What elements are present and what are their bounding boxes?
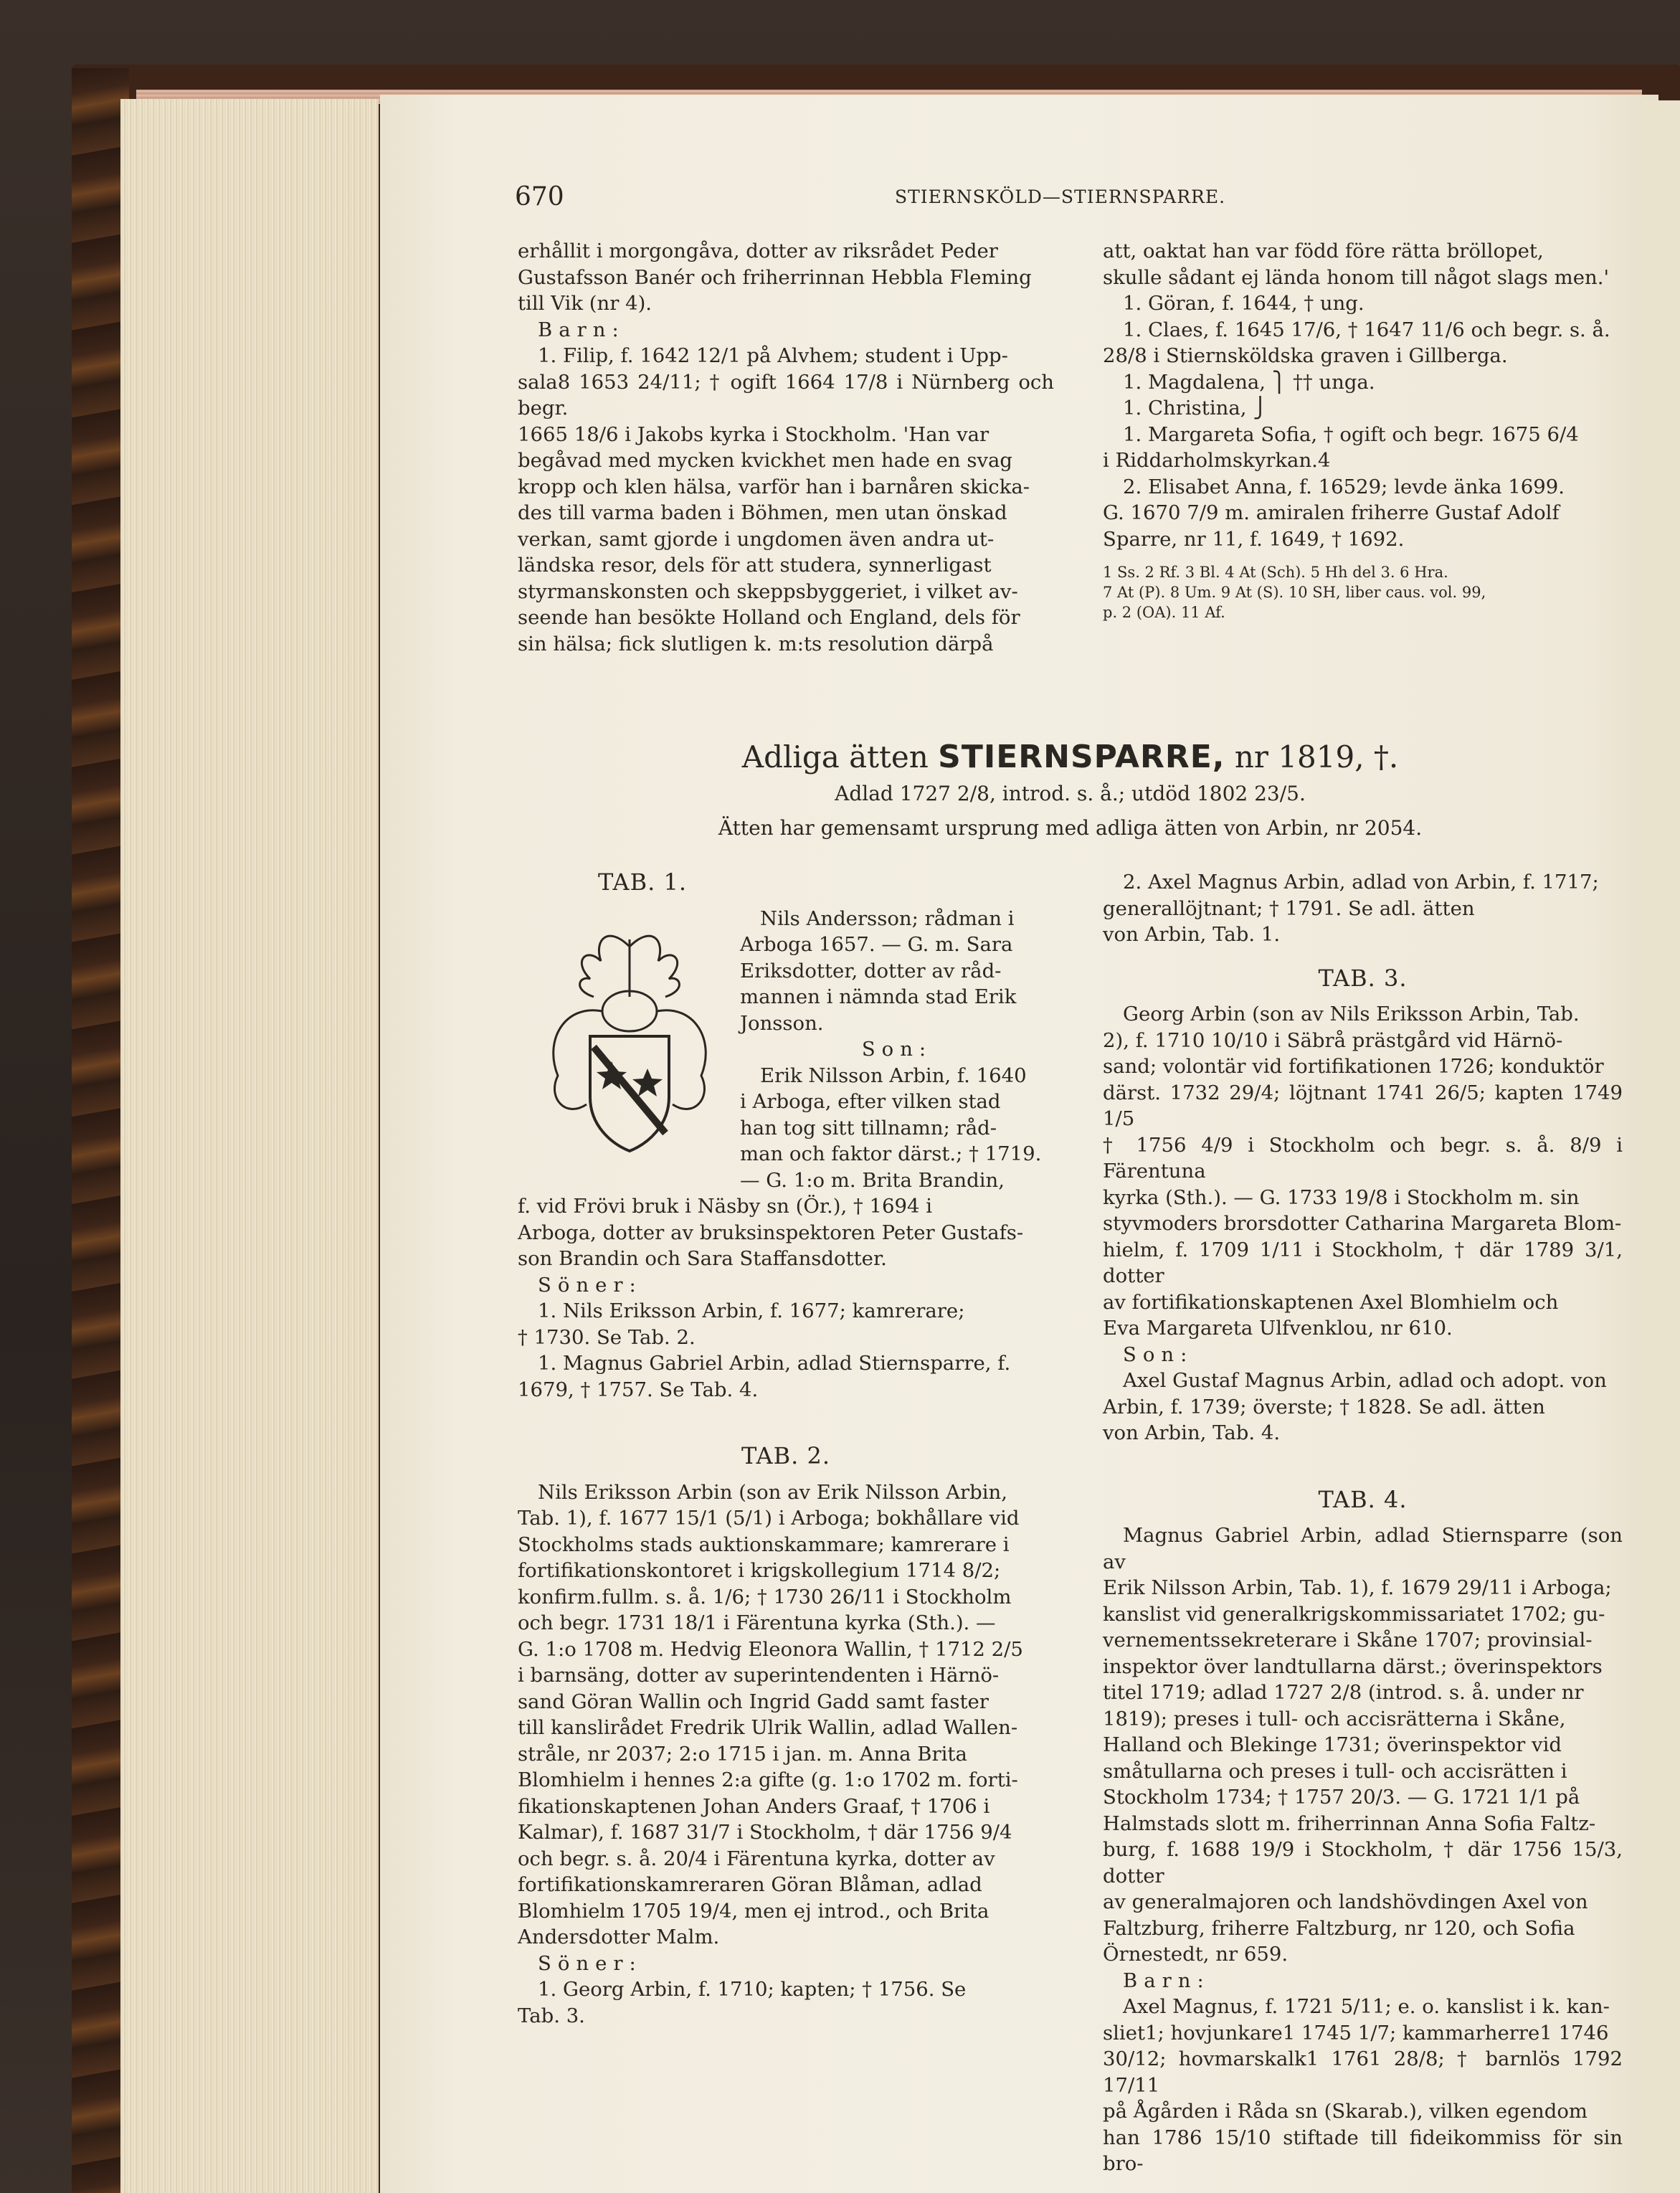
text-line: 1665 18/6 i Jakobs kyrka i Stockholm. 'Han var — [518, 422, 990, 446]
family-subtitle: Adlad 1727 2/8, introd. s. å.; utdöd 1802 23/5. — [835, 782, 1306, 805]
text-line: inspektor över landtullarna därst.; överinspektors — [1103, 1654, 1603, 1678]
text-line: Magnus Gabriel Arbin, adlad Stiernsparre (son av — [1103, 1524, 1623, 1573]
text-line: des till varma baden i Böhmen, men utan önskad — [518, 501, 1007, 524]
text-line: Sparre, nr 11, f. 1649, † 1692. — [1103, 527, 1405, 551]
text-line: Tab. 1), f. 1677 15/1 (5/1) i Arboga; bokhållare vid — [518, 1507, 1020, 1530]
text-line: hielm, f. 1709 1/11 i Stockholm, † där 1789 3/1, dotter — [1103, 1238, 1623, 1287]
text-line: Eriksdotter, dotter av råd- — [740, 959, 1002, 982]
text-line: verkan, samt gjorde i ungdomen även andra ut- — [518, 527, 995, 551]
family-title-prefix: Adliga ätten — [741, 739, 929, 775]
text-line: på Ågården i Råda sn (Skarab.), vilken egendom — [1103, 2100, 1588, 2123]
text-line: han tog sitt tillnamn; råd- — [740, 1116, 997, 1140]
page-stack-edges — [120, 99, 379, 2193]
text-line: Blomhielm i hennes 2:a gifte (g. 1:o 1702 m. forti- — [518, 1768, 1018, 1791]
family-heading — [518, 739, 1623, 861]
text-line: sand; volontär vid fortifikationen 1726; konduktör — [1103, 1055, 1604, 1078]
text-line: 1. Nils Eriksson Arbin, f. 1677; kamrerare; — [538, 1299, 965, 1322]
text-line: fortifikationskontoret i krigskollegium 1714 8/2; — [518, 1559, 1001, 1582]
facing-page-edge — [1642, 100, 1680, 2193]
page-header — [515, 182, 1261, 211]
text-line: Eva Margareta Ulfvenklou, nr 610. — [1103, 1317, 1453, 1340]
text-line: — G. 1:o m. Brita Brandin, — [740, 1168, 1005, 1192]
text-line: sliet1; hovjunkare1 1745 1/7; kammarherre1 1746 — [1103, 2021, 1609, 2045]
text-line: 2. Elisabet Anna, f. 16529; levde änka 1699. — [1123, 475, 1565, 498]
text-line: Örnestedt, nr 659. — [1103, 1943, 1289, 1966]
text-line: 1. Magdalena, ⎫ †† unga. — [1123, 370, 1375, 394]
text-line: av generalmajoren och landshövdingen Axel von — [1103, 1890, 1588, 1913]
text-line: † 1730. Se Tab. 2. — [518, 1325, 696, 1349]
text-line: i barnsäng, dotter av superintendenten i Härnö- — [518, 1664, 1000, 1687]
text-line: 1. Christina, ⎭ — [1123, 397, 1268, 420]
right-column-lower — [1103, 869, 1623, 2177]
text-line: vernementssekreterare i Skåne 1707; provinsial- — [1103, 1629, 1593, 1652]
tab4-heading: TAB. 4. — [1318, 1485, 1408, 1513]
text-line: son Brandin och Sara Staffansdotter. — [518, 1247, 887, 1270]
tab1-heading: TAB. 1. — [597, 868, 688, 896]
text-line: till Vik (nr 4). — [518, 292, 652, 315]
text-line: 2), f. 1710 10/10 i Säbrå prästgård vid Härnö- — [1103, 1028, 1563, 1052]
text-line: Axel Magnus, f. 1721 5/11; e. o. kanslist i k. kan- — [1123, 1995, 1610, 2018]
text-line: sala8 1653 24/11; † ogift 1664 17/8 i Nürnberg och begr. — [518, 370, 1054, 420]
text-line: ländska resor, dels för att studera, synnerligast — [518, 554, 992, 577]
text-line: därst. 1732 29/4; löjtnant 1741 26/5; kapten 1749 1/5 — [1103, 1081, 1623, 1130]
text-line: kanslist vid generalkrigskommissariatet 1702; gu- — [1103, 1602, 1605, 1626]
text-line: 2. Axel Magnus Arbin, adlad von Arbin, f. 1717; — [1123, 871, 1599, 894]
text-line: 1679, † 1757. Se Tab. 4. — [518, 1378, 759, 1401]
text-line: burg, f. 1688 19/9 i Stockholm, † där 1756 15/3, dotter — [1103, 1838, 1623, 1888]
text-line: mannen i nämnda stad Erik — [740, 985, 1017, 1008]
text-line: † 1756 4/9 i Stockholm och begr. s. å. 8/9 i Färentuna — [1103, 1133, 1623, 1183]
text-line: styvmoders brorsdotter Catharina Margareta Blom- — [1103, 1212, 1622, 1235]
text-line: f. vid Frövi bruk i Näsby sn (Ör.), † 1694 i — [518, 1195, 932, 1218]
text-line: von Arbin, Tab. 4. — [1103, 1421, 1281, 1444]
section-label: Barn: — [538, 318, 625, 341]
text-line: Nils Eriksson Arbin (son av Erik Nilsson Arbin, — [538, 1480, 1007, 1504]
text-line: Andersdotter Malm. — [518, 1926, 720, 1948]
text-line: fikationskaptenen Johan Anders Graaf, † 1706 i — [518, 1794, 990, 1818]
text-line: sin hälsa; fick slutligen k. m:ts resolution därpå — [518, 632, 994, 655]
right-column-top — [1103, 238, 1623, 622]
text-line: att, oaktat han var född före rätta bröllopet, — [1103, 240, 1544, 262]
text-line: 30/12; hovmarskalk1 1761 28/8; † barnlös 1792 17/11 — [1103, 2047, 1623, 2097]
text-line: seende han besökte Holland och England, dels för — [518, 606, 1020, 629]
family-title — [518, 739, 1623, 775]
tab3-heading: TAB. 3. — [1318, 964, 1408, 992]
text-line: 1. Georg Arbin, f. 1710; kapten; † 1756. Se — [538, 1978, 967, 2001]
text-line: generallöjtnant; † 1791. Se adl. ätten — [1103, 896, 1475, 920]
page-number: 670 — [515, 182, 564, 212]
text-line: Stockholms stads auktionskammare; kamrerare i — [518, 1533, 1010, 1556]
text-line: Jonsson. — [740, 1011, 824, 1035]
text-line: sand Göran Wallin och Ingrid Gadd samt faster — [518, 1690, 989, 1713]
text-line: stråle, nr 2037; 2:o 1715 i jan. m. Anna Brita — [518, 1742, 967, 1766]
footnote-line: p. 2 (OA). 11 Af. — [1103, 604, 1225, 621]
text-line: Blomhielm 1705 19/4, men ej introd., och Brita — [518, 1899, 990, 1923]
text-line: 28/8 i Stiernsköldska graven i Gillberga. — [1103, 344, 1508, 367]
text-line: 1. Claes, f. 1645 17/6, † 1647 11/6 och begr. s. å. — [1123, 318, 1610, 341]
text-line: småtullarna och preses i tull- och accisrätten i — [1103, 1759, 1567, 1783]
family-name: STIERNSPARRE, — [938, 739, 1225, 775]
text-line: Tab. 3. — [518, 2004, 585, 2027]
text-line: i Arboga, efter vilken stad — [740, 1090, 1001, 1113]
text-line: kyrka (Sth.). — G. 1733 19/8 i Stockholm m. sin — [1103, 1185, 1580, 1209]
text-line: av fortifikationskaptenen Axel Blomhielm och — [1103, 1290, 1559, 1314]
section-label: Söner: — [538, 1951, 642, 1975]
text-line: titel 1719; adlad 1727 2/8 (introd. s. å. under nr — [1103, 1681, 1584, 1704]
footnote-line: 1 Ss. 2 Rf. 3 Bl. 4 At (Sch). 5 Hh del 3. 6 Hra. — [1103, 564, 1448, 581]
text-line: Erik Nilsson Arbin, Tab. 1), f. 1679 29/11 i Arboga; — [1103, 1576, 1612, 1599]
family-origin-note: Ätten har gemensamt ursprung med adliga ätten von Arbin, nr 2054. — [718, 816, 1423, 840]
text-line: kropp och klen hälsa, varför han i barnåren skicka- — [518, 475, 1030, 498]
text-line: Halmstads slott m. friherrinnan Anna Sofia Faltz- — [1103, 1811, 1596, 1835]
text-line: Faltzburg, friherre Faltzburg, nr 120, och Sofia — [1103, 1916, 1575, 1940]
left-column-top — [518, 238, 1054, 657]
text-line: Arboga 1657. — G. m. Sara — [740, 933, 1013, 956]
tab2-heading: TAB. 2. — [741, 1442, 831, 1469]
text-line: Georg Arbin (son av Nils Eriksson Arbin, Tab. — [1123, 1003, 1580, 1026]
footnote-line: 7 At (P). 8 Um. 9 At (S). 10 SH, liber caus. vol. 99, — [1103, 584, 1486, 601]
text-line: Stockholm 1734; † 1757 20/3. — G. 1721 1/1 på — [1103, 1786, 1580, 1809]
text-line: man och faktor därst.; † 1719. — [740, 1142, 1042, 1165]
text-line: begåvad med mycken kvickhet men hade en svag — [518, 449, 1012, 472]
text-line: till kanslirådet Fredrik Ulrik Wallin, adlad Wallen- — [518, 1716, 1018, 1739]
text-line: Erik Nilsson Arbin, f. 1640 — [760, 1064, 1027, 1087]
text-line: i Riddarholmskyrkan.4 — [1103, 449, 1331, 472]
text-line: 1819); preses i tull- och accisrätterna i Skåne, — [1103, 1707, 1566, 1730]
text-line: och begr. 1731 18/1 i Färentuna kyrka (Sth.). — — [518, 1611, 996, 1634]
text-line: fortifikationskamreraren Göran Blåman, adlad — [518, 1873, 982, 1896]
text-line: styrmanskonsten och skeppsbyggeriet, i vilket av- — [518, 579, 1018, 603]
text-line: G. 1670 7/9 m. amiralen friherre Gustaf Adolf — [1103, 501, 1560, 524]
section-label: Söner: — [538, 1273, 642, 1297]
text-line: Kalmar), f. 1687 31/7 i Stockholm, † där 1756 9/4 — [518, 1821, 1012, 1844]
section-label: Son: — [1123, 1342, 1194, 1366]
text-line: 1. Margareta Sofia, † ogift och begr. 1675 6/4 — [1123, 422, 1579, 446]
text-line: 1. Filip, f. 1642 12/1 på Alvhem; student i Upp- — [538, 344, 1008, 367]
text-line: han 1786 15/10 stiftade till fideikommiss för sin bro- — [1103, 2126, 1623, 2175]
text-line: konfirm.fullm. s. å. 1/6; † 1730 26/11 i Stockholm — [518, 1585, 1012, 1609]
text-line: Gustafsson Banér och friherrinnan Hebbla Fleming — [518, 265, 1032, 289]
family-title-suffix: nr 1819, †. — [1234, 739, 1399, 775]
text-line: Nils Andersson; rådman i — [760, 906, 1015, 930]
text-line: erhållit i morgongåva, dotter av riksrådet Peder — [518, 240, 998, 262]
text-line: Arboga, dotter av bruksinspektoren Peter Gustafs- — [518, 1221, 1024, 1244]
text-line: Arbin, f. 1739; överste; † 1828. Se adl. ätten — [1103, 1395, 1545, 1418]
running-head: STIERNSKÖLD—STIERNSPARRE. — [895, 186, 1226, 207]
text-line: 1. Göran, f. 1644, † ung. — [1123, 292, 1365, 315]
text-line: von Arbin, Tab. 1. — [1103, 923, 1281, 946]
text-line: 1. Magnus Gabriel Arbin, adlad Stiernsparre, f. — [538, 1352, 1011, 1375]
section-label: Son: — [861, 1038, 933, 1061]
text-line: och begr. s. å. 20/4 i Färentuna kyrka, dotter av — [518, 1847, 995, 1870]
left-column-lower — [518, 869, 1054, 2029]
text-line: Axel Gustaf Magnus Arbin, adlad och adopt. von — [1123, 1369, 1607, 1392]
text-line: G. 1:o 1708 m. Hedvig Eleonora Wallin, † 1712 2/5 — [518, 1637, 1023, 1661]
text-line: Halland och Blekinge 1731; överinspektor vid — [1103, 1733, 1562, 1756]
section-label: Barn: — [1123, 1969, 1210, 1992]
text-line: skulle sådant ej lända honom till något slags men.' — [1103, 265, 1610, 289]
